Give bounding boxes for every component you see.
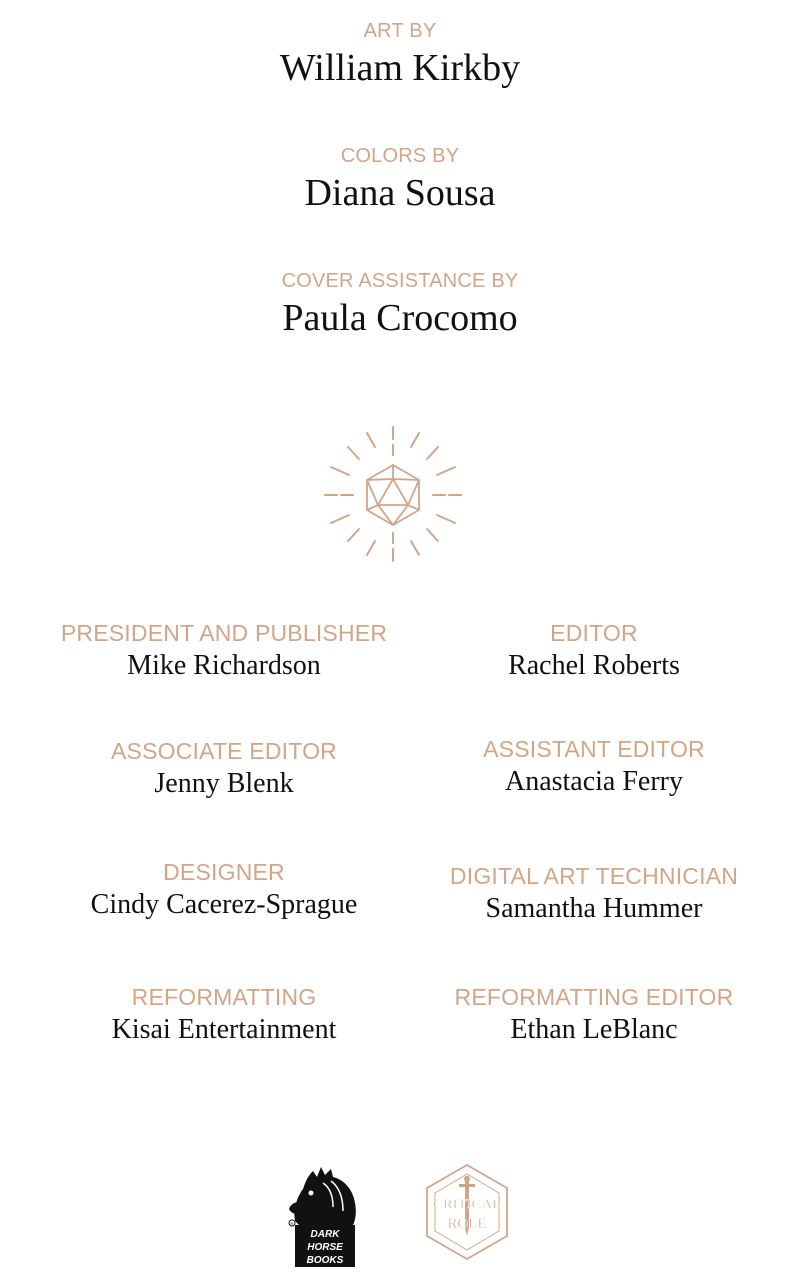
dh-logo-line: HORSE bbox=[307, 1242, 343, 1253]
svg-text:R: R bbox=[290, 1221, 294, 1226]
staff-name: Kisai Entertainment bbox=[111, 1014, 337, 1045]
staff-label: REFORMATTING EDITOR bbox=[454, 984, 734, 1010]
staff-name: Rachel Roberts bbox=[508, 650, 680, 681]
staff-label: DIGITAL ART TECHNICIAN bbox=[449, 863, 739, 889]
credit-label: COLORS BY bbox=[340, 145, 460, 167]
credit-label: ART BY bbox=[363, 20, 437, 42]
staff-label: ASSOCIATE EDITOR bbox=[110, 738, 337, 764]
staff-label: PRESIDENT AND PUBLISHER bbox=[60, 620, 388, 646]
cr-logo-line: ROLE bbox=[447, 1216, 487, 1232]
d20-emblem-icon bbox=[323, 425, 463, 563]
dark-horse-logo-icon bbox=[287, 1163, 361, 1267]
staff-label: EDITOR bbox=[550, 620, 638, 646]
dh-logo-line: DARK bbox=[310, 1229, 340, 1240]
staff-label: ASSISTANT EDITOR bbox=[483, 736, 705, 762]
credit-name: Diana Sousa bbox=[304, 172, 496, 214]
dh-logo-line: BOOKS bbox=[306, 1255, 344, 1266]
staff-name: Cindy Cacerez-Sprague bbox=[90, 889, 358, 920]
staff-label: DESIGNER bbox=[163, 859, 285, 885]
staff-name: Samantha Hummer bbox=[485, 893, 703, 924]
credit-name: Paula Crocomo bbox=[282, 297, 518, 339]
credit-label: COVER ASSISTANCE BY bbox=[281, 270, 519, 292]
critical-role-logo-icon bbox=[423, 1162, 511, 1262]
staff-name: Anastacia Ferry bbox=[504, 766, 684, 797]
staff-label: REFORMATTING bbox=[131, 984, 317, 1010]
staff-name: Jenny Blenk bbox=[154, 768, 294, 799]
credit-name: William Kirkby bbox=[279, 47, 521, 89]
staff-name: Mike Richardson bbox=[127, 650, 321, 681]
cr-logo-line: CRITICAL bbox=[433, 1196, 502, 1211]
staff-name: Ethan LeBlanc bbox=[510, 1014, 678, 1045]
